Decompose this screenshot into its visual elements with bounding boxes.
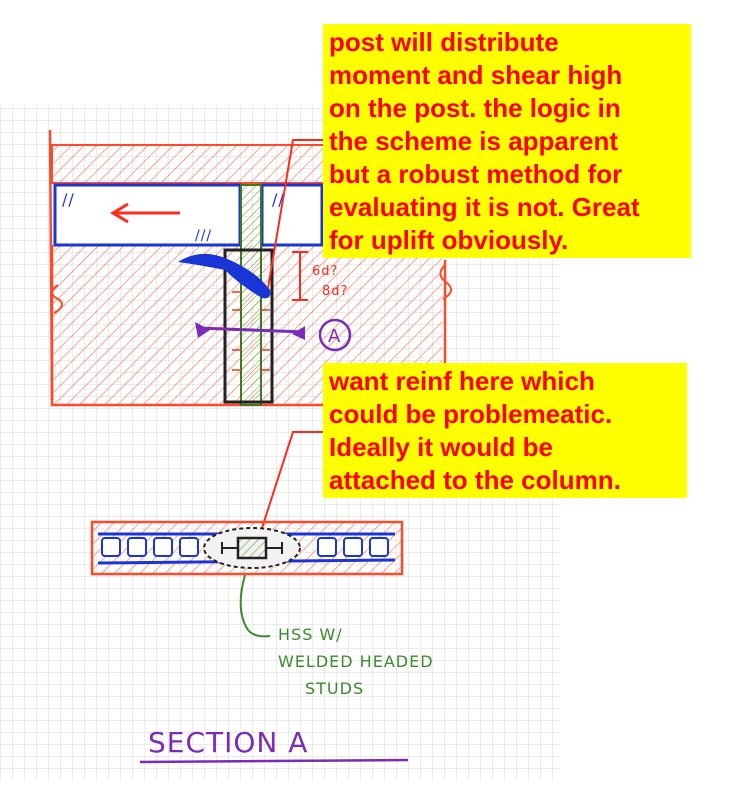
section-title: SECTION A: [148, 726, 309, 759]
section-marker-label: A: [328, 326, 342, 347]
plan-hss: [238, 538, 266, 558]
hatch-mark-1: //: [62, 190, 75, 209]
plank-left: [55, 185, 240, 245]
note-top: post will distribute moment and shear high on the post. the logic in the scheme is apparent but a robust method for evaluating it is not. Great for uplift obviously.: [323, 24, 691, 258]
dimension-text-2: 8d?: [322, 284, 349, 299]
hatch-mark-3: //: [272, 190, 285, 209]
callout-line-2: WELDED HEADED: [278, 652, 434, 671]
dimension-text-1: 6d?: [312, 264, 339, 279]
callout-line-3: STUDS: [305, 679, 365, 698]
callout-line-1: HSS W/: [278, 625, 343, 644]
hatch-mark-2: ///: [195, 228, 213, 244]
plank-right: [262, 185, 322, 245]
top-slab: [52, 145, 352, 183]
note-middle: want reinf here which could be problemeatic. Ideally it would be attached to the column.: [323, 363, 687, 498]
